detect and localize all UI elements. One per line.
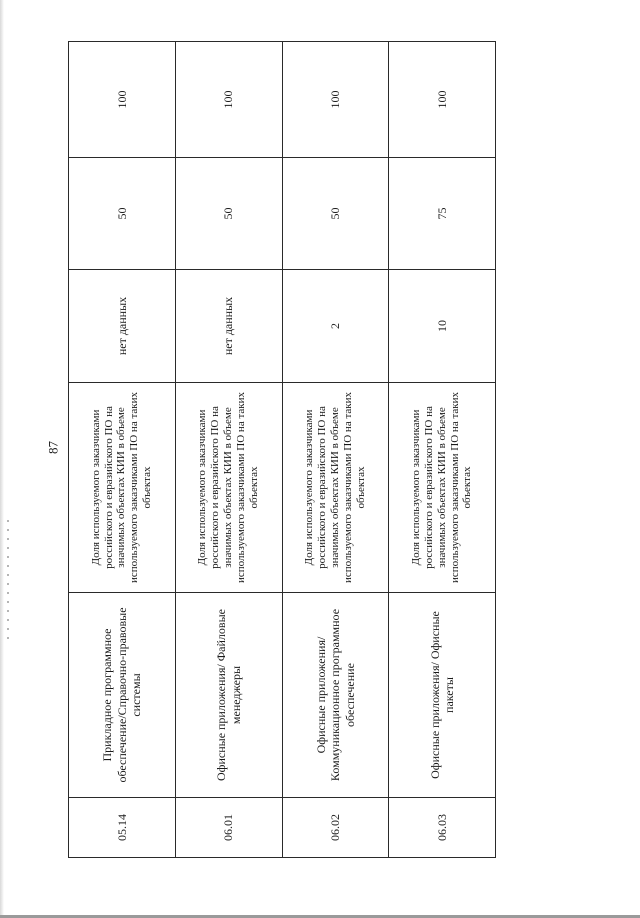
row-code: 06.02 <box>282 798 389 858</box>
row-target-1: 50 <box>282 158 389 270</box>
row-baseline: нет данных <box>175 270 282 383</box>
scan-artifact <box>7 520 9 640</box>
row-indicator: Доля используемого заказчиками российского и евразийского ПО на значимых объектах КИИ в объеме используемого заказчиками ПО на таких объектах <box>282 383 389 593</box>
row-code: 06.03 <box>389 798 496 858</box>
row-category: Прикладное программное обеспечение/Справочно-правовые системы <box>69 593 176 798</box>
row-baseline: 10 <box>389 270 496 383</box>
row-category: Офисные приложения/ Офисные пакеты <box>389 593 496 798</box>
table-row <box>282 42 389 858</box>
row-target-2: 100 <box>175 42 282 158</box>
row-indicator: Доля используемого заказчиками российского и евразийского ПО на значимых объектах КИИ в объеме используемого заказчиками ПО на таких объектах <box>69 383 176 593</box>
row-indicator: Доля используемого заказчиками российского и евразийского ПО на значимых объектах КИИ в объеме используемого заказчиками ПО на таких объектах <box>175 383 282 593</box>
row-target-1: 50 <box>69 158 176 270</box>
row-target-2: 100 <box>69 42 176 158</box>
rotated-table-wrapper <box>68 42 496 858</box>
row-category: Офисные приложения/ Коммуникационное программное обеспечение <box>282 593 389 798</box>
table-row <box>175 42 282 858</box>
row-baseline: 2 <box>282 270 389 383</box>
row-baseline: нет данных <box>69 270 176 383</box>
row-indicator: Доля используемого заказчиками российского и евразийского ПО на значимых объектах КИИ в объеме используемого заказчиками ПО на таких объектах <box>389 383 496 593</box>
row-code: 06.01 <box>175 798 282 858</box>
row-target-1: 75 <box>389 158 496 270</box>
data-table <box>68 41 496 858</box>
row-target-2: 100 <box>389 42 496 158</box>
row-category: Офисные приложения/ Файловые менеджеры <box>175 593 282 798</box>
row-code: 05.14 <box>69 798 176 858</box>
table-row <box>69 42 176 858</box>
table-area <box>68 42 496 858</box>
row-target-1: 50 <box>175 158 282 270</box>
scan-edge-shadow <box>0 0 4 918</box>
page-number: 87 <box>45 441 61 454</box>
row-target-2: 100 <box>282 42 389 158</box>
table-row <box>389 42 496 858</box>
